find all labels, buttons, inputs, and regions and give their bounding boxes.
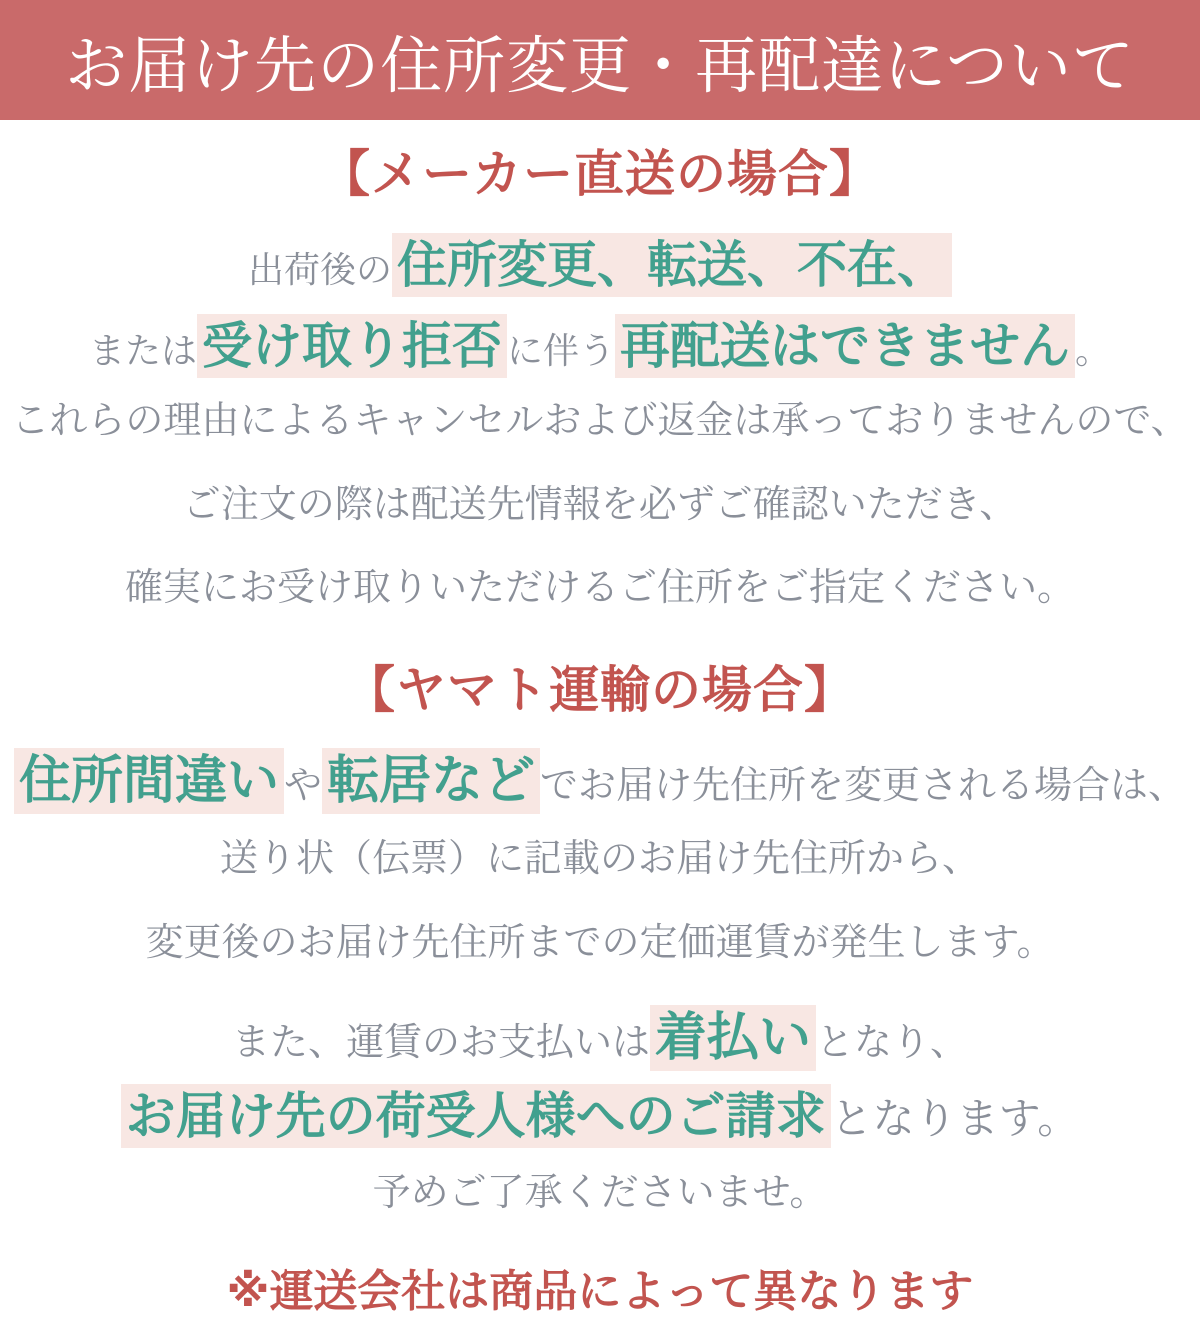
yamato-billing-line-1: [0, 1005, 1200, 1073]
maker-direct-line-1: [0, 234, 1200, 297]
yamato-paragraph-1: 送り状（伝票）に記載のお届け先住所から、: [219, 838, 980, 881]
maker-direct-paragraph-3: 確実にお受け取りいただけるご住所をご指定ください。: [124, 567, 1075, 610]
plain-text: でお届け先住所を変更される場合は、: [540, 764, 1187, 807]
plain-text: また、運賃のお支払いは: [231, 1021, 650, 1064]
maker-direct-paragraph-2: ご注文の際は配送先情報を必ずご確認いただき、: [182, 483, 1018, 526]
plain-text: 。: [1075, 329, 1112, 371]
page-title: お届け先の住所変更・再配達について: [65, 31, 1135, 101]
plain-text: 出荷後の: [247, 249, 392, 290]
plain-text: に伴う: [506, 329, 615, 371]
plain-text: または: [88, 329, 197, 371]
highlighted-text: 転居など: [322, 748, 540, 814]
section-heading-yamato: 【ヤマト運輸の場合】: [345, 661, 855, 718]
yamato-line-1: [0, 748, 1200, 816]
maker-direct-paragraph-1: これらの理由によるキャンセルおよび返金は承っておりませんので、: [11, 400, 1189, 442]
plain-text: や: [283, 764, 322, 807]
highlighted-text: 着払い: [650, 1005, 816, 1071]
maker-direct-line-2: [0, 315, 1200, 378]
yamato-paragraph-2: 変更後のお届け先住所までの定価運賃が発生します。: [145, 921, 1055, 964]
highlighted-text: お届け先の荷受人様へのご請求: [121, 1084, 831, 1148]
highlighted-text: 住所変更、転送、不在、: [392, 233, 952, 297]
highlighted-text: 受け取り拒否: [197, 314, 507, 378]
highlighted-text: 再配送はできません: [615, 314, 1075, 378]
section-heading-maker-direct: 【メーカー直送の場合】: [320, 146, 880, 202]
plain-text: となります。: [830, 1095, 1080, 1143]
notice-body: [0, 134, 1200, 1319]
carrier-footnote: ※運送会社は商品によって異なります: [226, 1266, 974, 1316]
yamato-paragraph-3: 予めご了承くださいませ。: [372, 1172, 828, 1215]
plain-text: となり、: [816, 1021, 969, 1064]
header-banner: [0, 0, 1200, 120]
yamato-billing-line-2: [0, 1084, 1200, 1149]
highlighted-text: 住所間違い: [14, 748, 284, 814]
